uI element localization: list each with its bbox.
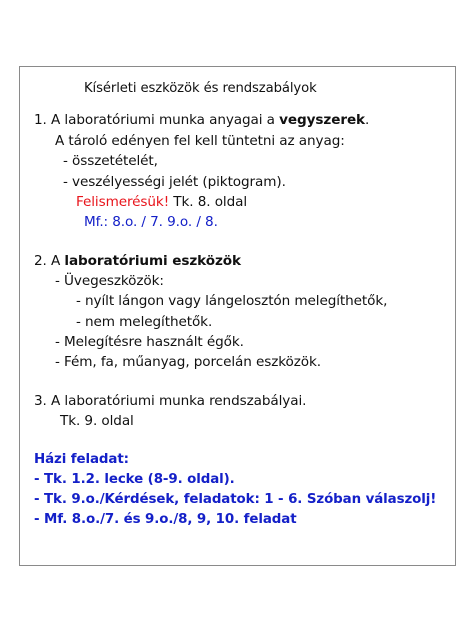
section-2-heading (34, 252, 241, 270)
textbook-reference-3: Tk. 9. oldal (60, 413, 134, 429)
section-2-subitem-heatable: - nyílt lángon vagy lángelosztón melegíthetők, (76, 293, 388, 309)
workbook-reference: Mf.: 8.o. / 7. 9.o. / 8. (84, 214, 218, 230)
section-3-heading: 3. A laboratóriumi munka rendszabályai. (34, 393, 307, 409)
section-1-heading-text: 1. A laboratóriumi munka anyagai a (34, 112, 280, 128)
section-2-item-glassware: - Üvegeszközök: (55, 273, 164, 289)
document-title: Kísérleti eszközök és rendszabályok (84, 81, 317, 96)
recognition-note: Felismerésük! (76, 194, 170, 210)
section-1-recognition-line (76, 193, 247, 211)
section-1-heading-period: . (365, 112, 370, 128)
section-1-line-2: A tároló edényen fel kell tüntetni az anyag: (55, 133, 345, 149)
textbook-reference-1: Tk. 8. oldal (169, 194, 248, 210)
section-2-heading-text: 2. A (34, 253, 65, 269)
section-1-heading-emphasis: vegyszerek (279, 112, 365, 128)
homework-item-3: - Mf. 8.o./7. és 9.o./8, 9, 10. feladat (34, 512, 297, 527)
section-2-item-materials: - Fém, fa, műanyag, porcelán eszközök. (55, 354, 322, 370)
homework-item-1: - Tk. 1.2. lecke (8-9. oldal). (34, 472, 235, 487)
section-2-item-burners: - Melegítésre használt égők. (55, 334, 244, 350)
section-2-subitem-not-heatable: - nem melegíthetők. (76, 314, 213, 330)
section-1-heading (34, 111, 369, 129)
homework-title: Házi feladat: (34, 452, 129, 467)
section-1-item-hazard-symbol: - veszélyességi jelét (piktogram). (63, 174, 286, 190)
section-2-heading-emphasis: laboratóriumi eszközök (64, 253, 241, 269)
homework-item-2: - Tk. 9.o./Kérdések, feladatok: 1 - 6. Szóban válaszolj! (34, 492, 437, 507)
section-1-item-composition: - összetételét, (63, 153, 158, 169)
